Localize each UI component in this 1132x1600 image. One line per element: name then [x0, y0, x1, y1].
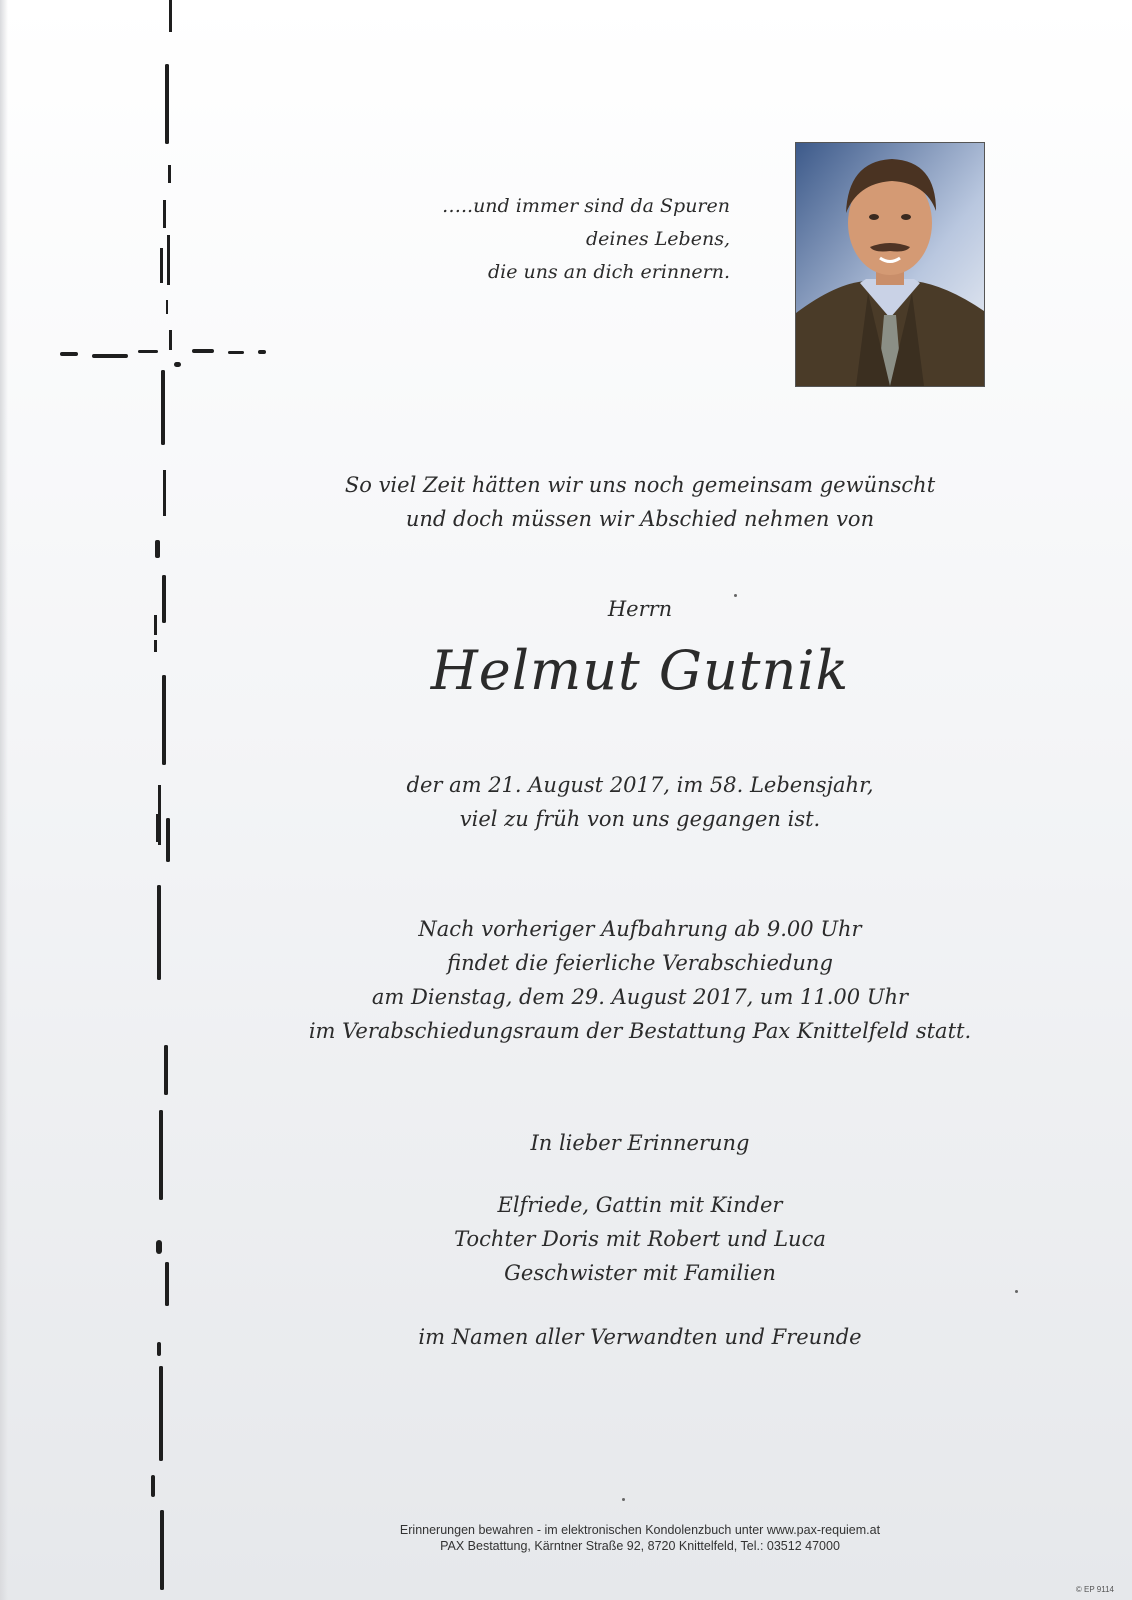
family-list	[250, 1188, 1030, 1290]
death-line: viel zu früh von uns gegangen ist.	[459, 807, 821, 831]
service-line: am Dienstag, dem 29. August 2017, um 11.00 Uhr	[371, 985, 909, 1009]
intro-line: und doch müssen wir Abschied nehmen von	[405, 507, 875, 531]
scan-edge-shadow	[0, 0, 8, 1600]
footer-address-line: PAX Bestattung, Kärntner Straße 92, 8720 Knittelfeld, Tel.: 03512 47000	[440, 1539, 840, 1553]
death-line: der am 21. August 2017, im 58. Lebensjahr,	[406, 773, 874, 797]
quote-line: die uns an dich erinnern.	[487, 261, 730, 283]
footer-condolence-line: Erinnerungen bewahren - im elektronischen Kondolenzbuch unter www.pax-requiem.at	[399, 1523, 881, 1537]
scan-speck	[1015, 1290, 1018, 1293]
family-member: Geschwister mit Familien	[504, 1261, 776, 1285]
service-details	[250, 912, 1030, 1048]
scan-speck	[734, 594, 737, 597]
family-member: Tochter Doris mit Robert und Luca	[454, 1227, 826, 1251]
opening-quote	[330, 190, 730, 289]
portrait-photo-image	[796, 143, 984, 386]
service-line: findet die feierliche Verabschiedung	[447, 951, 833, 975]
family-member: Elfriede, Gattin mit Kinder	[497, 1193, 783, 1217]
quote-line: …..und immer sind da Spuren	[441, 195, 730, 217]
quote-line: deines Lebens,	[585, 228, 730, 250]
portrait-photo	[795, 142, 985, 387]
relatives-line: im Namen aller Verwandten und Freunde	[418, 1325, 862, 1349]
service-line: im Verabschiedungsraum der Bestattung Pax Knittelfeld statt.	[308, 1019, 972, 1043]
scan-speck	[622, 1498, 625, 1501]
death-notice	[250, 768, 1030, 836]
print-code: © EP 9114	[1075, 1585, 1114, 1594]
intro-text	[250, 468, 1030, 536]
intro-line: So viel Zeit hätten wir uns noch gemeinsam gewünscht	[344, 473, 936, 497]
deceased-name: Helmut Gutnik	[430, 639, 850, 702]
footer	[250, 1522, 1030, 1554]
salutation: Herrn	[607, 597, 673, 621]
service-line: Nach vorheriger Aufbahrung ab 9.00 Uhr	[418, 917, 862, 941]
memory-heading: In lieber Erinnerung	[530, 1131, 750, 1155]
